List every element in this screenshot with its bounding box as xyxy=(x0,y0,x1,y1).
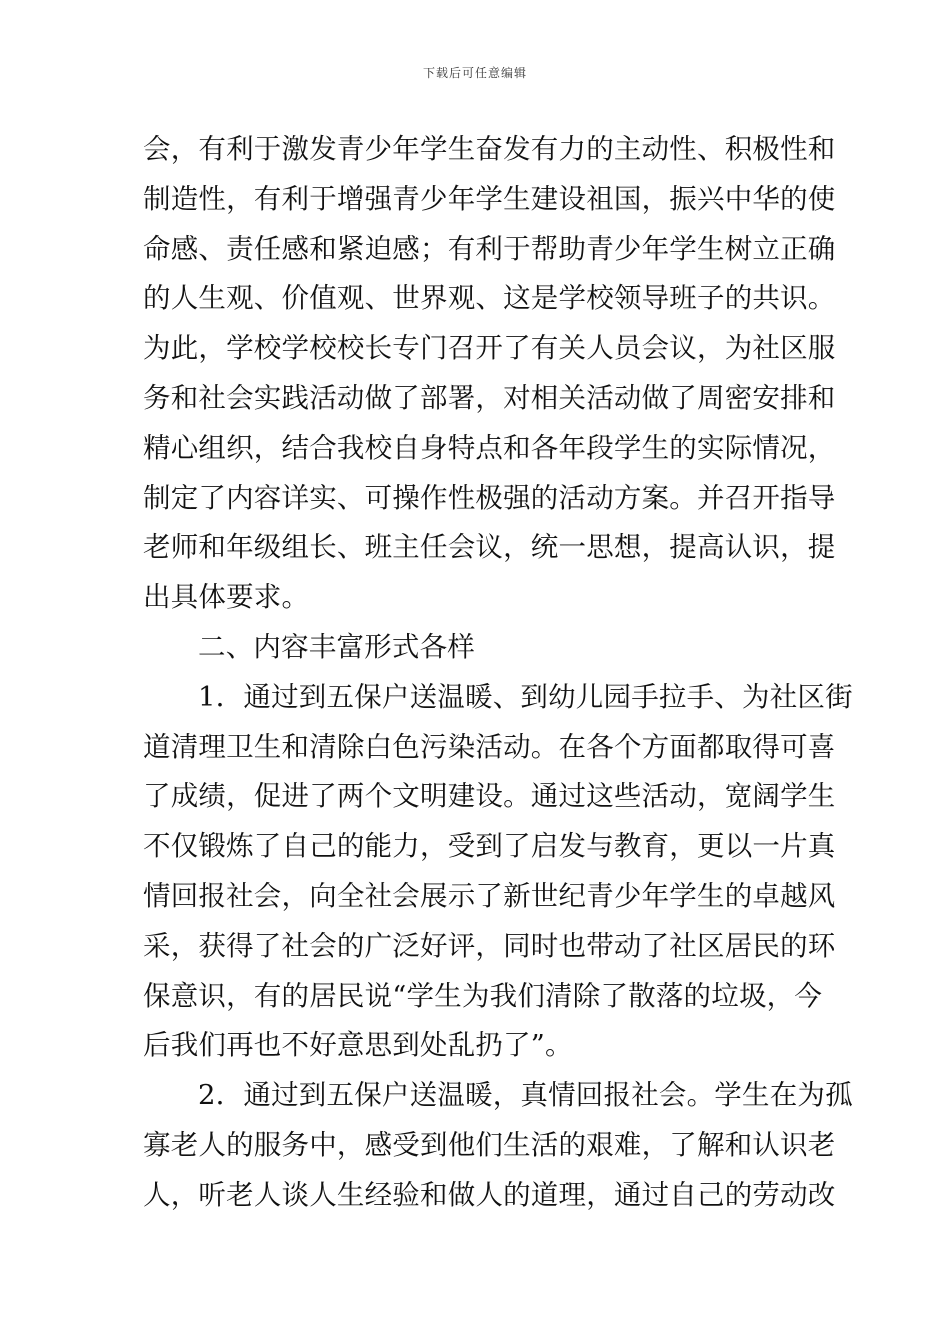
text-line: 2．通过到五保户送温暖，真情回报社会。学生在为孤 xyxy=(198,1079,853,1112)
text-line: 制造性，有利于增强青少年学生建设祖国，振兴中华的使 xyxy=(143,182,836,215)
page-header: 下载后可任意编辑 xyxy=(422,66,527,80)
text-line: 精心组织，结合我校自身特点和各年段学生的实际情况， xyxy=(143,431,836,464)
text-line: 二、内容丰富形式各样 xyxy=(198,630,475,663)
text-line: 制定了内容详实、可操作性极强的活动方案。并召开指导 xyxy=(143,481,836,514)
text-line: 寡老人的服务中，感受到他们生活的艰难，了解和认识老 xyxy=(143,1128,836,1161)
text-line: 命感、责任感和紧迫感；有利于帮助青少年学生树立正确 xyxy=(143,232,836,265)
text-line: 道清理卫生和清除白色污染活动。在各个方面都取得可喜 xyxy=(143,730,836,763)
text-line: 人，听老人谈人生经验和做人的道理，通过自己的劳动改 xyxy=(143,1178,836,1211)
text-line: 1．通过到五保户送温暖、到幼儿园手拉手、为社区街 xyxy=(198,680,853,713)
document-body xyxy=(143,125,853,1221)
text-line: 的人生观、价值观、世界观、这是学校领导班子的共识。 xyxy=(143,282,836,315)
text-line: 保意识，有的居民说“学生为我们清除了散落的垃圾，今 xyxy=(143,979,823,1012)
text-line: 会，有利于激发青少年学生奋发有力的主动性、积极性和 xyxy=(143,133,836,165)
text-line: 老师和年级组长、班主任会议，统一思想，提高认识，提 xyxy=(143,531,836,564)
text-line: 为此，学校学校校长专门召开了有关人员会议，为社区服 xyxy=(143,332,836,365)
text-line: 了成绩，促进了两个文明建设。通过这些活动，宽阔学生 xyxy=(143,780,836,813)
text-line: 后我们再也不好意思到处乱扔了”。 xyxy=(143,1029,573,1062)
text-line: 情回报社会，向全社会展示了新世纪青少年学生的卓越风 xyxy=(143,879,836,912)
text-line: 务和社会实践活动做了部署，对相关活动做了周密安排和 xyxy=(143,381,836,414)
text-line: 出具体要求。 xyxy=(143,581,310,614)
text-line: 不仅锻炼了自己的能力，受到了启发与教育，更以一片真 xyxy=(143,830,836,863)
text-line: 采，获得了社会的广泛好评，同时也带动了社区居民的环 xyxy=(143,929,836,962)
